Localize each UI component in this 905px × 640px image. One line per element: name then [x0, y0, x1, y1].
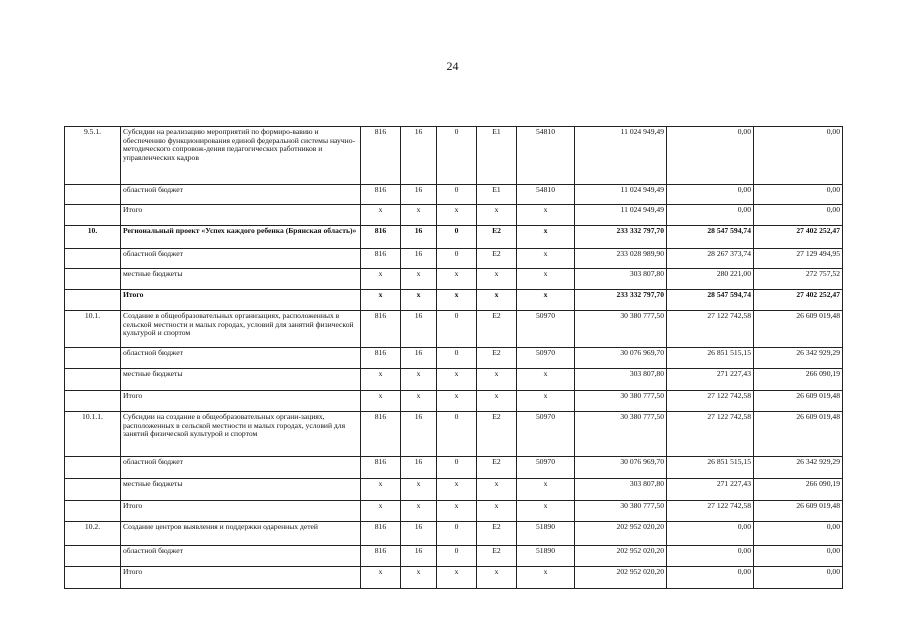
amount-year-1-cell: 202 952 020,20	[575, 522, 667, 546]
amount-year-3-cell: 26 609 019,48	[754, 391, 843, 412]
amount-year-3-cell: 26 609 019,48	[754, 311, 843, 348]
table-row	[65, 290, 843, 311]
program-code-cell: 16	[401, 249, 437, 269]
amount-year-1-cell: 202 952 020,20	[575, 567, 667, 589]
amount-year-1-cell: 11 024 949,49	[575, 205, 667, 226]
row-name-cell: Итого	[121, 567, 361, 589]
expense-code-cell: x	[517, 567, 575, 589]
amount-year-3-cell: 0,00	[754, 127, 843, 185]
row-name-cell: местные бюджеты	[121, 269, 361, 290]
ministry-code-cell: 816	[361, 348, 401, 369]
row-name-cell: Итого	[121, 391, 361, 412]
subprogram-code-cell: 0	[437, 412, 477, 457]
program-code-cell: x	[401, 269, 437, 290]
table-row	[65, 567, 843, 589]
ministry-code-cell: x	[361, 479, 401, 501]
project-code-cell: E2	[477, 522, 517, 546]
amount-year-1-cell: 30 380 777,50	[575, 412, 667, 457]
expense-code-cell: 51890	[517, 522, 575, 546]
table-row	[65, 226, 843, 249]
row-number-cell	[65, 185, 121, 205]
subprogram-code-cell: x	[437, 205, 477, 226]
ministry-code-cell: 816	[361, 412, 401, 457]
row-name-cell: Итого	[121, 501, 361, 522]
amount-year-1-cell: 30 076 969,70	[575, 457, 667, 479]
subprogram-code-cell: x	[437, 391, 477, 412]
ministry-code-cell: 816	[361, 127, 401, 185]
amount-year-3-cell: 0,00	[754, 522, 843, 546]
program-code-cell: 16	[401, 522, 437, 546]
ministry-code-cell: x	[361, 567, 401, 589]
amount-year-1-cell: 303 807,80	[575, 369, 667, 391]
amount-year-1-cell: 11 024 949,49	[575, 127, 667, 185]
program-code-cell: 16	[401, 412, 437, 457]
project-code-cell: x	[477, 567, 517, 589]
amount-year-1-cell: 30 076 969,70	[575, 348, 667, 369]
amount-year-1-cell: 30 380 777,50	[575, 501, 667, 522]
subprogram-code-cell: x	[437, 369, 477, 391]
row-name-cell: Субсидии на реализацию мероприятий по формиро-вавию и обеспечению функционирования единой федеральной системы научно-методического сопровож-дения педагогических работников и управленческих кадров	[121, 127, 361, 185]
subprogram-code-cell: 0	[437, 348, 477, 369]
table-row	[65, 479, 843, 501]
ministry-code-cell: 816	[361, 457, 401, 479]
amount-year-1-cell: 30 380 777,50	[575, 311, 667, 348]
amount-year-2-cell: 27 122 742,58	[667, 391, 754, 412]
amount-year-3-cell: 26 342 929,29	[754, 457, 843, 479]
subprogram-code-cell: 0	[437, 226, 477, 249]
amount-year-2-cell: 27 122 742,58	[667, 501, 754, 522]
amount-year-1-cell: 11 024 949,49	[575, 185, 667, 205]
subprogram-code-cell: x	[437, 479, 477, 501]
row-name-cell: Субсидии на создание в общеобразовательных органи-зациях, расположенных в сельской местности и малых городах, условий для занятий физической культурой и спортом	[121, 412, 361, 457]
row-number-cell: 10.	[65, 226, 121, 249]
row-number-cell	[65, 567, 121, 589]
row-number-cell	[65, 348, 121, 369]
amount-year-3-cell: 0,00	[754, 567, 843, 589]
amount-year-3-cell: 266 090,19	[754, 479, 843, 501]
program-code-cell: x	[401, 369, 437, 391]
ministry-code-cell: 816	[361, 546, 401, 567]
amount-year-1-cell: 233 028 989,90	[575, 249, 667, 269]
amount-year-1-cell: 30 380 777,50	[575, 391, 667, 412]
row-number-cell	[65, 205, 121, 226]
row-number-cell	[65, 479, 121, 501]
row-number-cell	[65, 369, 121, 391]
subprogram-code-cell: 0	[437, 249, 477, 269]
project-code-cell: E2	[477, 546, 517, 567]
row-number-cell	[65, 501, 121, 522]
project-code-cell: x	[477, 391, 517, 412]
table-row	[65, 127, 843, 185]
subprogram-code-cell: 0	[437, 522, 477, 546]
expense-code-cell: x	[517, 226, 575, 249]
expense-code-cell: 50970	[517, 348, 575, 369]
project-code-cell: E2	[477, 412, 517, 457]
ministry-code-cell: 816	[361, 185, 401, 205]
subprogram-code-cell: 0	[437, 457, 477, 479]
amount-year-2-cell: 280 221,00	[667, 269, 754, 290]
amount-year-2-cell: 0,00	[667, 522, 754, 546]
row-number-cell: 10.2.	[65, 522, 121, 546]
amount-year-3-cell: 26 609 019,48	[754, 412, 843, 457]
row-number-cell	[65, 457, 121, 479]
amount-year-3-cell: 27 129 494,95	[754, 249, 843, 269]
table-row	[65, 412, 843, 457]
row-name-cell: Итого	[121, 290, 361, 311]
subprogram-code-cell: x	[437, 290, 477, 311]
amount-year-2-cell: 0,00	[667, 546, 754, 567]
expense-code-cell: 54810	[517, 127, 575, 185]
subprogram-code-cell: 0	[437, 546, 477, 567]
table-row	[65, 501, 843, 522]
ministry-code-cell: 816	[361, 249, 401, 269]
expense-code-cell: x	[517, 391, 575, 412]
program-code-cell: 16	[401, 127, 437, 185]
row-number-cell: 10.1.	[65, 311, 121, 348]
row-number-cell	[65, 546, 121, 567]
amount-year-3-cell: 0,00	[754, 205, 843, 226]
expense-code-cell: x	[517, 290, 575, 311]
row-number-cell: 9.5.1.	[65, 127, 121, 185]
expense-code-cell: 54810	[517, 185, 575, 205]
amount-year-2-cell: 28 267 373,74	[667, 249, 754, 269]
amount-year-3-cell: 266 090,19	[754, 369, 843, 391]
ministry-code-cell: x	[361, 269, 401, 290]
ministry-code-cell: x	[361, 501, 401, 522]
subprogram-code-cell: x	[437, 269, 477, 290]
row-name-cell: Создание центров выявления и поддержки одаренных детей	[121, 522, 361, 546]
program-code-cell: 16	[401, 226, 437, 249]
amount-year-2-cell: 27 122 742,58	[667, 412, 754, 457]
program-code-cell: x	[401, 501, 437, 522]
amount-year-3-cell: 26 609 019,48	[754, 501, 843, 522]
table-row	[65, 369, 843, 391]
project-code-cell: E2	[477, 311, 517, 348]
row-number-cell	[65, 391, 121, 412]
subprogram-code-cell: 0	[437, 311, 477, 348]
row-name-cell: областной бюджет	[121, 457, 361, 479]
amount-year-2-cell: 28 547 594,74	[667, 290, 754, 311]
table-row	[65, 311, 843, 348]
program-code-cell: 16	[401, 311, 437, 348]
row-name-cell: областной бюджет	[121, 185, 361, 205]
expense-code-cell: x	[517, 479, 575, 501]
ministry-code-cell: 816	[361, 522, 401, 546]
budget-table	[64, 126, 843, 589]
program-code-cell: 16	[401, 546, 437, 567]
table-body	[65, 127, 843, 589]
row-name-cell: областной бюджет	[121, 546, 361, 567]
amount-year-1-cell: 202 952 020,20	[575, 546, 667, 567]
row-name-cell: местные бюджеты	[121, 479, 361, 501]
program-code-cell: 16	[401, 348, 437, 369]
expense-code-cell: x	[517, 205, 575, 226]
expense-code-cell: x	[517, 369, 575, 391]
program-code-cell: x	[401, 290, 437, 311]
project-code-cell: x	[477, 501, 517, 522]
ministry-code-cell: x	[361, 369, 401, 391]
amount-year-2-cell: 0,00	[667, 185, 754, 205]
amount-year-2-cell: 271 227,43	[667, 479, 754, 501]
table-row	[65, 249, 843, 269]
table-row	[65, 185, 843, 205]
program-code-cell: x	[401, 479, 437, 501]
subprogram-code-cell: x	[437, 567, 477, 589]
project-code-cell: E1	[477, 127, 517, 185]
amount-year-2-cell: 28 547 594,74	[667, 226, 754, 249]
amount-year-2-cell: 27 122 742,58	[667, 311, 754, 348]
expense-code-cell: x	[517, 501, 575, 522]
table-row	[65, 269, 843, 290]
table-row	[65, 348, 843, 369]
ministry-code-cell: 816	[361, 226, 401, 249]
program-code-cell: x	[401, 205, 437, 226]
program-code-cell: 16	[401, 185, 437, 205]
subprogram-code-cell: x	[437, 501, 477, 522]
table-row	[65, 457, 843, 479]
project-code-cell: x	[477, 205, 517, 226]
row-number-cell	[65, 269, 121, 290]
project-code-cell: x	[477, 290, 517, 311]
ministry-code-cell: x	[361, 290, 401, 311]
expense-code-cell: 51890	[517, 546, 575, 567]
subprogram-code-cell: 0	[437, 185, 477, 205]
row-name-cell: областной бюджет	[121, 249, 361, 269]
expense-code-cell: x	[517, 269, 575, 290]
amount-year-3-cell: 0,00	[754, 185, 843, 205]
amount-year-3-cell: 27 402 252,47	[754, 290, 843, 311]
project-code-cell: x	[477, 479, 517, 501]
row-name-cell: областной бюджет	[121, 348, 361, 369]
project-code-cell: E2	[477, 348, 517, 369]
amount-year-1-cell: 233 332 797,70	[575, 290, 667, 311]
project-code-cell: E2	[477, 457, 517, 479]
amount-year-2-cell: 0,00	[667, 567, 754, 589]
expense-code-cell: 50970	[517, 457, 575, 479]
ministry-code-cell: 816	[361, 311, 401, 348]
subprogram-code-cell: 0	[437, 127, 477, 185]
program-code-cell: x	[401, 567, 437, 589]
table-row	[65, 546, 843, 567]
program-code-cell: 16	[401, 457, 437, 479]
amount-year-2-cell: 0,00	[667, 205, 754, 226]
project-code-cell: x	[477, 369, 517, 391]
project-code-cell: E2	[477, 249, 517, 269]
row-name-cell: местные бюджеты	[121, 369, 361, 391]
expense-code-cell: 50970	[517, 412, 575, 457]
row-number-cell	[65, 290, 121, 311]
amount-year-1-cell: 303 807,80	[575, 479, 667, 501]
amount-year-3-cell: 26 342 929,29	[754, 348, 843, 369]
amount-year-1-cell: 233 332 797,70	[575, 226, 667, 249]
row-name-cell: Региональный проект «Успех каждого ребенка (Брянская область)»	[121, 226, 361, 249]
amount-year-2-cell: 26 851 515,15	[667, 457, 754, 479]
expense-code-cell: 50970	[517, 311, 575, 348]
table-row	[65, 391, 843, 412]
ministry-code-cell: x	[361, 391, 401, 412]
amount-year-3-cell: 272 757,52	[754, 269, 843, 290]
amount-year-3-cell: 27 402 252,47	[754, 226, 843, 249]
table-row	[65, 205, 843, 226]
amount-year-2-cell: 26 851 515,15	[667, 348, 754, 369]
project-code-cell: E1	[477, 185, 517, 205]
expense-code-cell: x	[517, 249, 575, 269]
amount-year-2-cell: 271 227,43	[667, 369, 754, 391]
project-code-cell: x	[477, 269, 517, 290]
page-number: 24	[446, 59, 459, 73]
row-number-cell: 10.1.1.	[65, 412, 121, 457]
amount-year-3-cell: 0,00	[754, 546, 843, 567]
program-code-cell: x	[401, 391, 437, 412]
row-name-cell: Итого	[121, 205, 361, 226]
row-number-cell	[65, 249, 121, 269]
table-row	[65, 522, 843, 546]
row-name-cell: Создание в общеобразовательных организациях, расположенных в сельской местности и малых городах, условий для занятий физической культурой и спортом	[121, 311, 361, 348]
project-code-cell: E2	[477, 226, 517, 249]
ministry-code-cell: x	[361, 205, 401, 226]
amount-year-1-cell: 303 807,80	[575, 269, 667, 290]
amount-year-2-cell: 0,00	[667, 127, 754, 185]
